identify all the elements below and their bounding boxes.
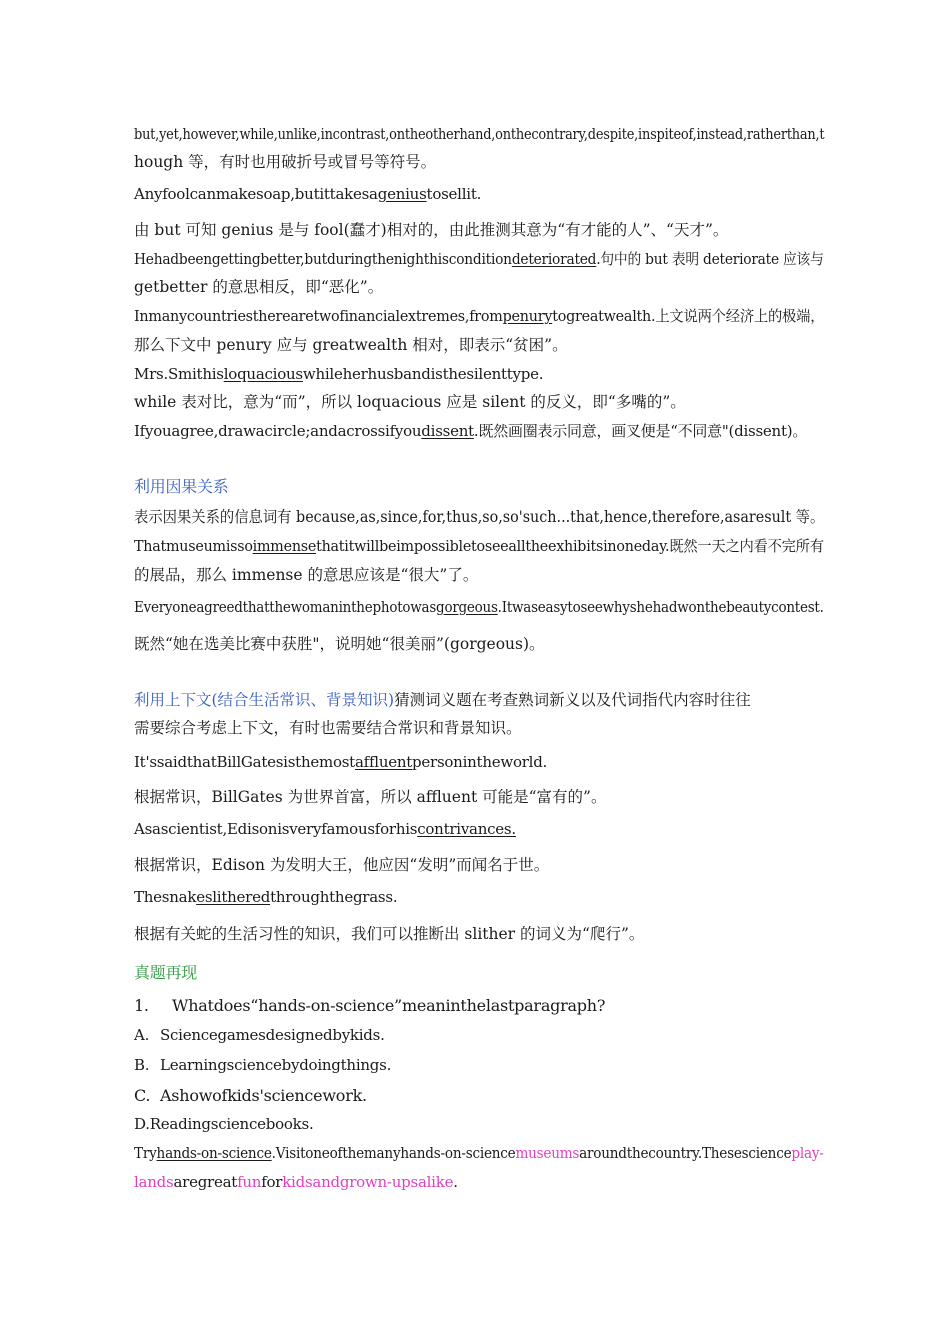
underlined-word: dissent: [421, 422, 474, 440]
exam-question: 1. Whatdoes“hands-on-science”meaninthelastparagraph?: [134, 996, 606, 1015]
contrast-example-2: Hehadbeengettingbetter,butduringthenighthisconditiondeteriorated.句中的 but 表明 deteriorate 应该与: [134, 250, 824, 268]
underlined-word: affluent: [354, 753, 413, 771]
exam-option-d: D.Readingsciencebooks.: [134, 1115, 314, 1133]
cause-example-1: Thatmuseumissoimmensethatitwillbeimpossibletoseealltheexhibitsinoneday.既然一天之内看不完所有: [134, 537, 824, 555]
underlined-word: loquacious: [223, 365, 303, 383]
context-example-2-explanation: 根据常识，Edison 为发明大王，他应因“发明”而闻名于世。: [134, 856, 550, 874]
underlined-word: genius: [377, 185, 427, 203]
highlighted-word: museums: [515, 1144, 580, 1162]
exam-option-b: B. Learningsciencebydoingthings.: [134, 1056, 392, 1074]
exam-heading: 真题再现: [134, 963, 198, 982]
underlined-word: penury: [502, 307, 553, 325]
exam-option-a: A. Sciencegamesdesignedbykids.: [134, 1026, 385, 1044]
cause-intro: 表示因果关系的信息词有 because,as,since,for,thus,so,so'such...that,hence,therefore,asaresult 等。: [134, 508, 825, 526]
contrast-example-1: Anyfoolcanmakesoap,butittakesageniustosellit.: [134, 185, 482, 203]
context-example-1: It'ssaidthatBillGatesisthemostaffluentpersonintheworld.: [134, 753, 548, 771]
underlined-word: immense: [252, 537, 317, 555]
underlined-word: gorgeous: [436, 598, 498, 616]
highlighted-word: lands: [134, 1173, 174, 1191]
underlined-word: contrivances.: [417, 820, 516, 838]
context-example-2: Asascientist,Edisonisveryfamousforhiscontrivances.: [134, 820, 516, 838]
context-example-3-explanation: 根据有关蛇的生活习性的知识，我们可以推断出 slither 的词义为“爬行”。: [134, 925, 645, 943]
contrast-example-2-line-2: getbetter 的意思相反，即“恶化”。: [134, 278, 384, 296]
cause-example-2: Everyoneagreedthatthewomaninthephotowasgorgeous.Itwaseasytoseewhyshehadwonthebeautycontest.: [134, 598, 824, 616]
exam-passage-line-1: Tryhands-on-science.Visitoneofthemanyhands-on-sciencemuseumsaroundthecountry.Thesescienceplay-: [134, 1144, 824, 1162]
contrast-example-3: Inmanycountriestherearetwofinancialextremes,frompenurytogreatwealth.上文说两个经济上的极端，: [134, 307, 825, 325]
cause-heading: 利用因果关系: [134, 477, 229, 496]
underlined-word: hands-on-science: [156, 1144, 272, 1162]
context-intro-line-2: 需要综合考虑上下文，有时也需要结合常识和背景知识。: [134, 719, 522, 737]
underlined-word: deteriorated: [511, 250, 597, 268]
contrast-example-5: Ifyouagree,drawacircle;andacrossifyoudissent.既然画圈表示同意，画叉便是“不同意"(dissent)。: [134, 422, 808, 440]
contrast-example-4: Mrs.Smithisloquaciouswhileherhusbandisthesilenttype.: [134, 365, 544, 383]
contrast-example-4-explanation: while 表对比，意为“而”，所以 loquacious 应是 silent 的反义，即“多嘴的”。: [134, 393, 686, 411]
context-example-3: Thesnakeslitheredthroughthegrass.: [134, 888, 398, 906]
cause-example-2-explanation: 既然“她在选美比赛中获胜"，说明她“很美丽”(gorgeous)。: [134, 635, 545, 653]
contrast-intro-line-1: but,yet,however,while,unlike,incontrast,ontheotherhand,onthecontrary,despite,inspiteof,instead,ratherthan,t: [134, 125, 825, 143]
exam-option-c: C. Ashowofkids'sciencework.: [134, 1086, 367, 1105]
context-intro: 利用上下文(结合生活常识、背景知识)猜测词义题在考查熟词新义以及代词指代内容时往往: [134, 691, 751, 709]
contrast-example-1-explanation: 由 but 可知 genius 是与 fool(蠢才)相对的，由此推测其意为“有才能的人”、“天才”。: [134, 221, 729, 239]
highlighted-word: fun: [237, 1173, 262, 1191]
cause-example-1-line-2: 的展品，那么 immense 的意思应该是“很大”了。: [134, 566, 479, 584]
exam-passage-line-2: landsaregreatfunforkidsandgrown-upsalike.: [134, 1173, 458, 1191]
underlined-word: eslithered: [196, 888, 271, 906]
contrast-example-3-line-2: 那么下文中 penury 应与 greatwealth 相对，即表示“贫困”。: [134, 336, 568, 354]
context-example-1-explanation: 根据常识，BillGates 为世界首富，所以 affluent 可能是“富有的”。: [134, 788, 607, 806]
context-heading: 利用上下文(结合生活常识、背景知识): [134, 691, 395, 709]
highlighted-word: kidsandgrown-upsalike: [282, 1173, 454, 1191]
highlighted-word: play-: [791, 1144, 824, 1162]
contrast-intro-line-2: hough 等，有时也用破折号或冒号等符号。: [134, 153, 437, 171]
